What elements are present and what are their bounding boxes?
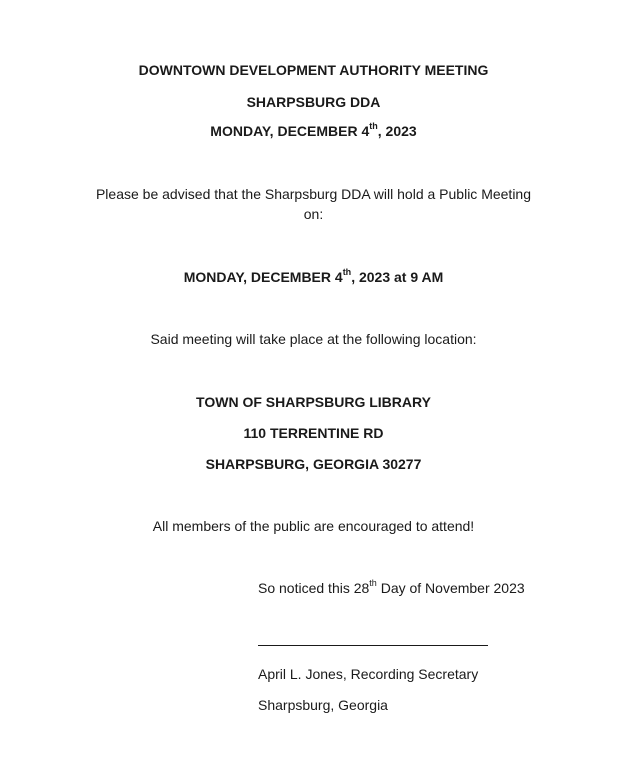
notice-line-1-text: Please be advised that the Sharpsburg DDA will hold a Public Meeting: [95, 186, 532, 202]
meeting-datetime: [0, 268, 627, 286]
public-invite-text: All members of the public are encouraged to attend!: [152, 518, 475, 534]
header-date-prefix: MONDAY, DECEMBER 4: [210, 123, 370, 139]
location-city: [0, 455, 627, 473]
noticed-date-suffix: Day of November 2023: [376, 580, 525, 596]
signer-name: [258, 665, 478, 683]
location-city-text: SHARPSBURG, GEORGIA 30277: [205, 456, 422, 472]
location-street-text: 110 TERRENTINE RD: [243, 425, 384, 441]
noticed-date-line: [258, 579, 525, 597]
notice-line-2-text: on:: [303, 206, 324, 222]
organization-name-text: SHARPSBURG DDA: [246, 94, 381, 110]
meeting-datetime-sup: th: [342, 267, 352, 278]
location-street: [0, 424, 627, 442]
signer-name-text: April L. Jones, Recording Secretary: [258, 666, 479, 682]
public-invite: [0, 517, 627, 535]
signer-place: [258, 696, 388, 714]
location-intro: [0, 330, 627, 348]
notice-title: [0, 61, 627, 79]
noticed-date-sup: th: [369, 578, 377, 589]
notice-title-text: DOWNTOWN DEVELOPMENT AUTHORITY MEETING: [138, 62, 489, 78]
location-name: [0, 393, 627, 411]
organization-name: [0, 93, 627, 111]
header-date-suffix: , 2023: [377, 123, 417, 139]
location-name-text: TOWN OF SHARPSBURG LIBRARY: [196, 394, 431, 410]
notice-line-2: [0, 205, 627, 223]
header-date-sup: th: [369, 121, 378, 132]
noticed-date-prefix: So noticed this 28: [258, 580, 370, 596]
notice-line-1: [0, 185, 627, 203]
signature-line: [258, 645, 488, 646]
header-date: [0, 122, 627, 140]
location-intro-text: Said meeting will take place at the following location:: [150, 331, 477, 347]
signer-place-text: Sharpsburg, Georgia: [258, 697, 388, 713]
meeting-datetime-suffix: , 2023 at 9 AM: [351, 269, 444, 285]
meeting-datetime-prefix: MONDAY, DECEMBER 4: [183, 269, 343, 285]
